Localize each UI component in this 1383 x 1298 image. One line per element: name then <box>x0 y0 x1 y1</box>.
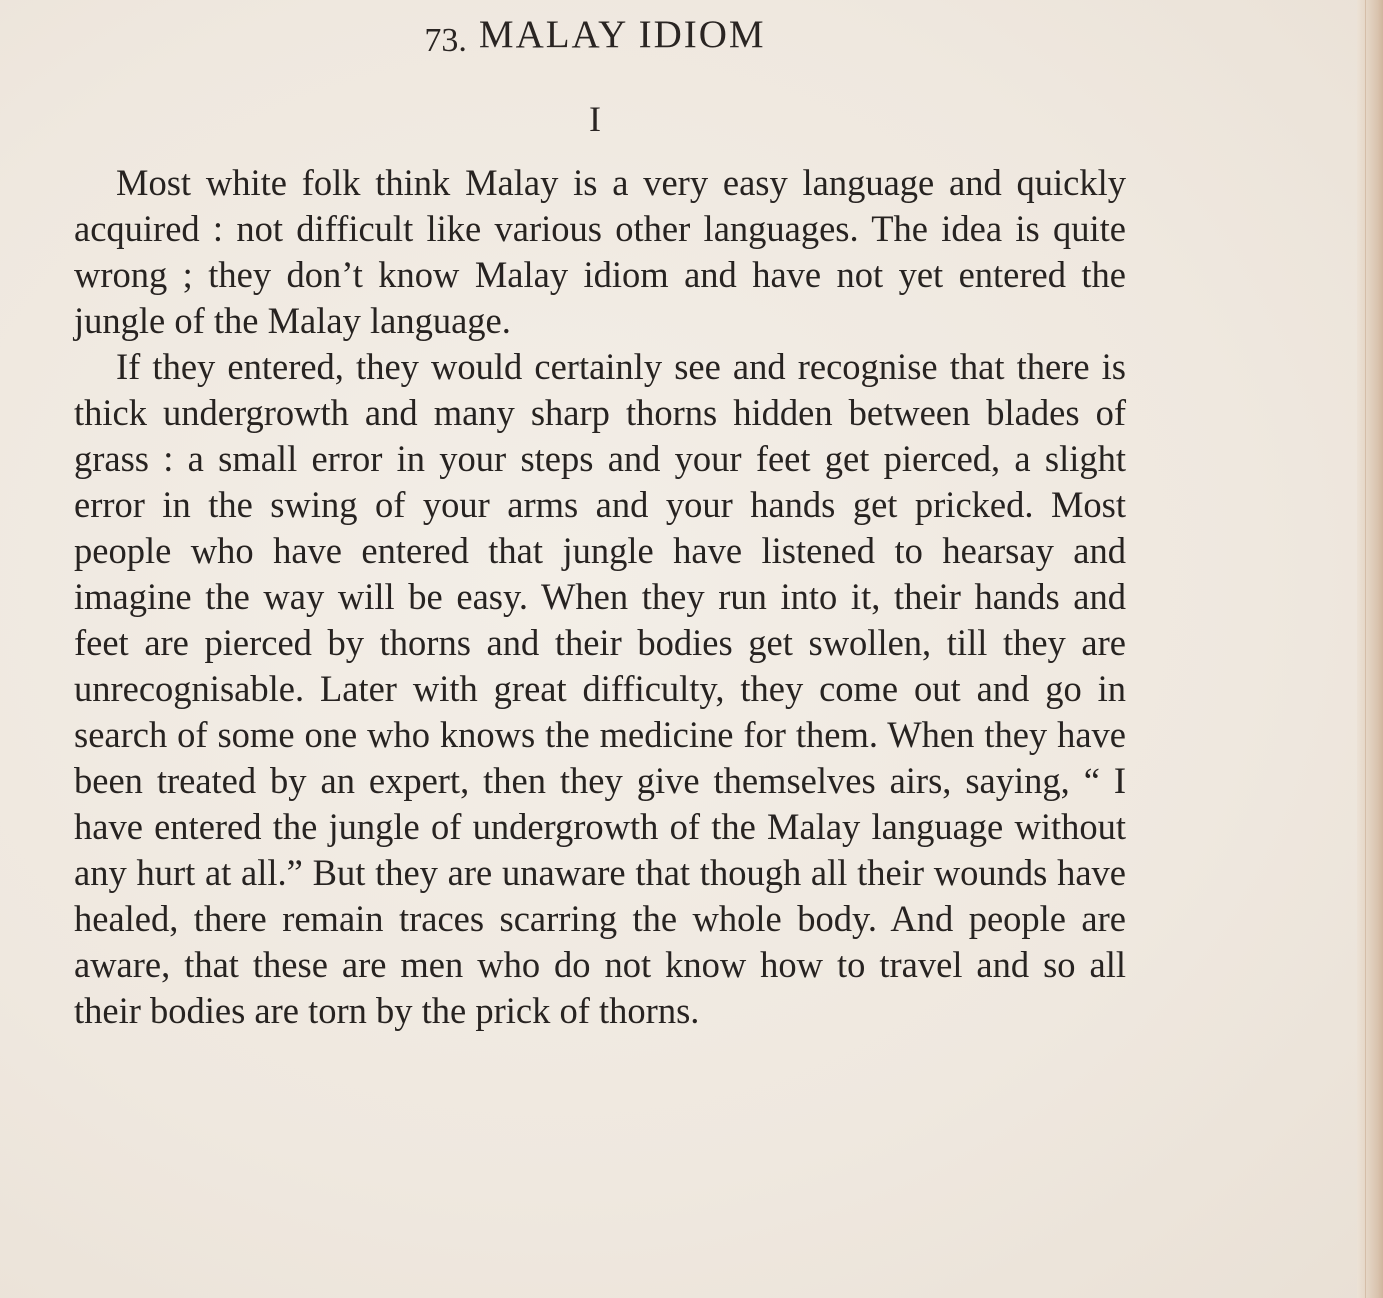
chapter-heading <box>0 12 1190 57</box>
section-number: I <box>589 99 601 139</box>
page-edge <box>1357 0 1383 1298</box>
chapter-title: MALAY IDIOM <box>478 13 766 56</box>
body-text <box>74 160 1126 1034</box>
paragraph-1: Most white folk think Malay is a very easy language and quickly acquired : not difficult like various other languages. The idea is quite wrong ; they don’t know Malay idiom and have not yet entered the jungle of the Malay language. <box>74 162 1126 341</box>
paragraph-2: If they entered, they would certainly see and recognise that there is thick undergrowth and many sharp thorns hidden between blades of grass : a small error in your steps and your feet get pierced, a slight error in the swing of your arms and your hands get pricked. Most people who have entered that jungle have listened to hearsay and imagine the way will be easy. When they run into it, their hands and feet are pierced by thorns and their bodies get swollen, till they are unrecognisable. Later with great difficulty, they come out and go in search of some one who knows the medicine for them. When they have been treated by an expert, then they give themselves airs, saying, “ I have entered the jungle of undergrowth of the Malay language without any hurt at all.” But they are unaware that though all their wounds have healed, there remain traces scarring the whole body. And people are aware, that these are men who do not know how to travel and so all their bodies are torn by the prick of thorns. <box>74 346 1126 1031</box>
chapter-number: 73. <box>424 22 467 59</box>
